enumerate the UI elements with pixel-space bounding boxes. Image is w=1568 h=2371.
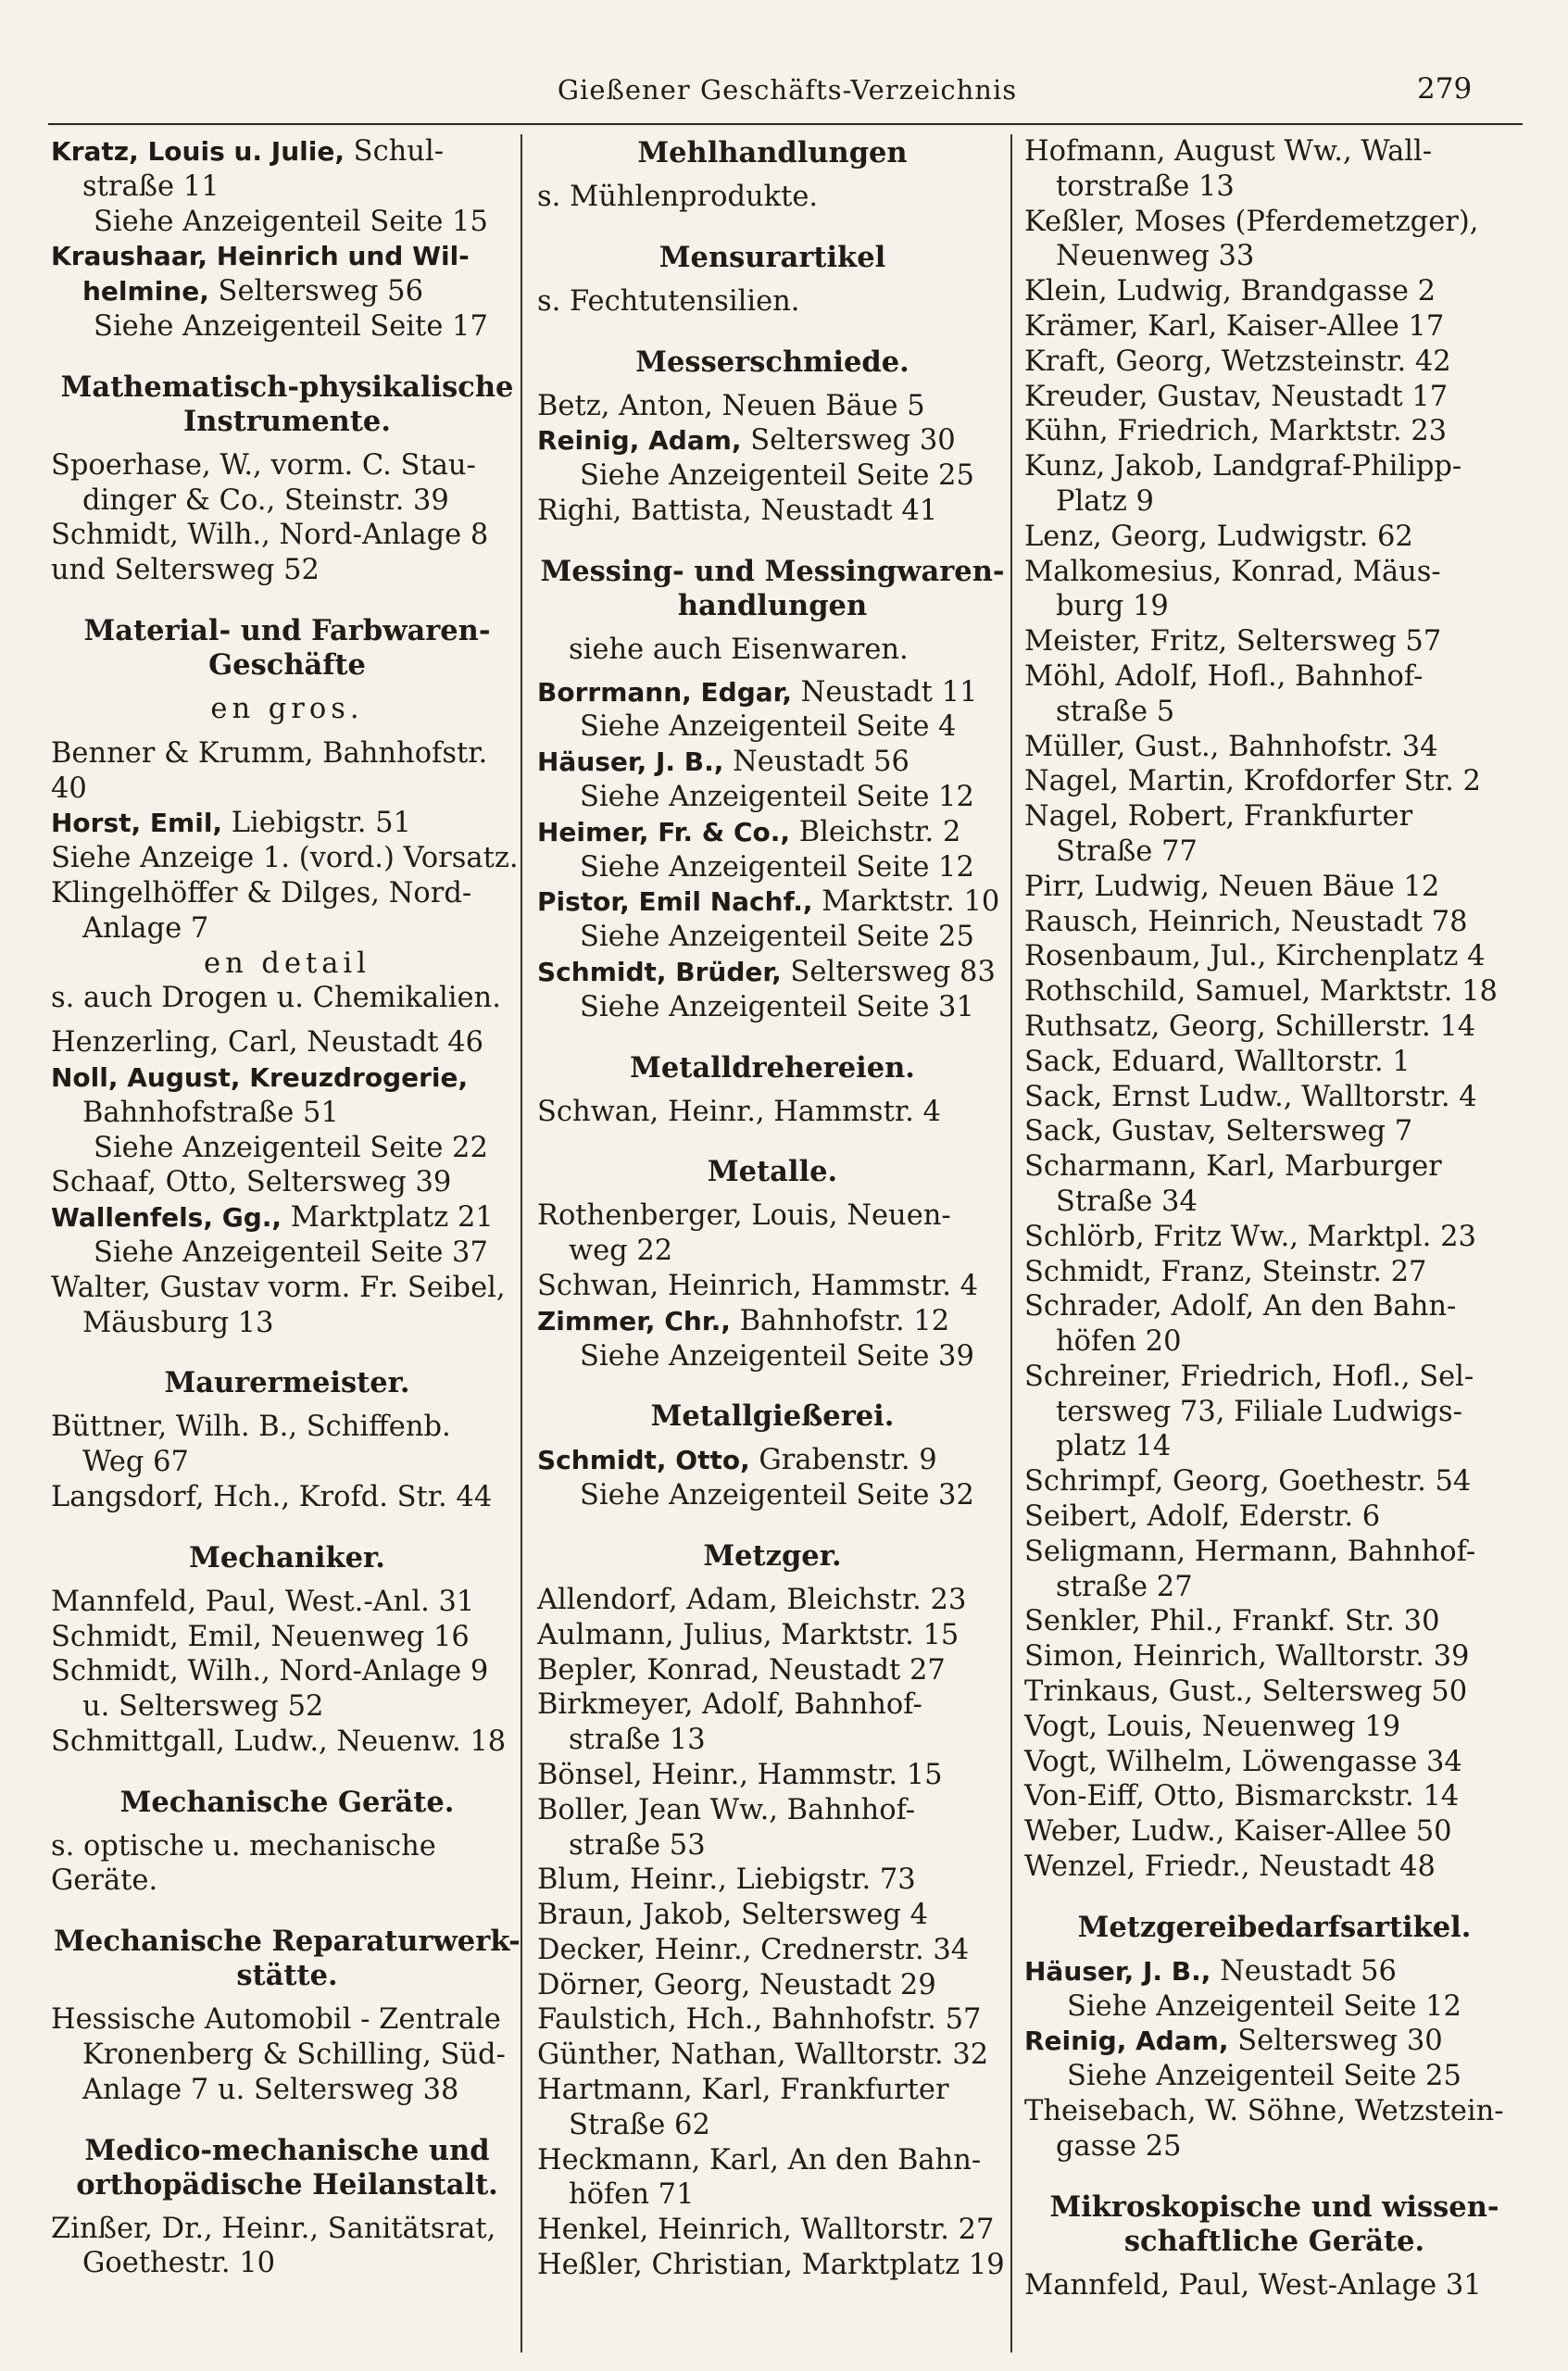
cross-reference: s. optische u. mechanische Geräte.	[51, 1829, 436, 1898]
list-item: Meister, Fritz, Seltersweg 57	[1024, 625, 1442, 659]
list-item: Kraft, Georg, Wetzsteinstr. 42	[1024, 345, 1451, 378]
list-item: Vogt, Louis, Neuenweg 19	[1024, 1710, 1401, 1743]
list-item: Vogt, Wilhelm, Löwengasse 34	[1024, 1745, 1462, 1778]
list-item: Müller, Gust., Bahnhofstr. 34	[1024, 730, 1438, 763]
list-item: Bepler, Konrad, Neustadt 27	[537, 1653, 946, 1687]
list-item: Hessische Automobil - Zentrale Kronenberg & Schilling, Süd- Anlage 7 u. Seltersweg 38	[51, 2003, 506, 2106]
cross-reference: s. Mühlenprodukte.	[537, 181, 819, 213]
list-item: Zimmer, Chr., Bahnhofstr. 12 Siehe Anzeigenteil Seite 39	[537, 1304, 974, 1373]
list-item: Schwan, Heinrich, Hammstr. 4	[537, 1269, 978, 1302]
list-item: Günther, Nathan, Walltorstr. 32	[537, 2039, 989, 2072]
section-heading: Mensurartikel	[659, 240, 886, 274]
list-item: Zinßer, Dr., Heinr., Sanitätsrat, Goethestr. 10	[51, 2212, 496, 2280]
list-item: Faulstich, Hch., Bahnhofstr. 57	[537, 2003, 982, 2037]
list-item: Seligmann, Hermann, Bahnhof- straße 27	[1024, 1535, 1476, 1603]
list-item: Seibert, Adolf, Ederstr. 6	[1024, 1500, 1381, 1534]
list-item: Schlörb, Fritz Ww., Marktpl. 23	[1024, 1220, 1476, 1253]
list-item: Schreiner, Friedrich, Hofl., Sel- tersweg 73, Filiale Ludwigs- platz 14	[1024, 1360, 1474, 1463]
list-item: Henzerling, Carl, Neustadt 46	[51, 1026, 484, 1060]
list-item: Ruthsatz, Georg, Schillerstr. 14	[1024, 1010, 1476, 1043]
list-item: Möhl, Adolf, Hofl., Bahnhof- straße 5	[1024, 659, 1424, 728]
list-item: Weber, Ludw., Kaiser-Allee 50	[1024, 1815, 1452, 1849]
list-item: Hofmann, August Ww., Wall- torstraße 13	[1024, 135, 1433, 203]
section-heading: Messing- und Messingwaren-handlungen	[540, 554, 1005, 622]
section-heading: Mechanische Geräte.	[119, 1785, 455, 1819]
list-item: Reinig, Adam, Seltersweg 30 Siehe Anzeigenteil Seite 25	[1024, 2025, 1461, 2093]
column-left	[51, 134, 523, 2352]
list-item: Righi, Battista, Neustadt 41	[537, 494, 938, 527]
section-heading: Mikroskopische und wissen-schaftliche Geräte.	[1049, 2189, 1499, 2258]
section-heading: Mehlhandlungen	[637, 136, 908, 169]
list-item: Dörner, Georg, Neustadt 29	[537, 1968, 936, 2001]
list-item: Schrimpf, Georg, Goethestr. 54	[1024, 1465, 1472, 1499]
list-item: Simon, Heinrich, Walltorstr. 39	[1024, 1640, 1470, 1674]
list-item: Kühn, Friedrich, Marktstr. 23	[1024, 415, 1448, 448]
list-item: Von-Eiff, Otto, Bismarckstr. 14	[1024, 1780, 1460, 1813]
list-item: Theisebach, W. Söhne, Wetzstein- gasse 25	[1024, 2095, 1504, 2163]
list-item: Keßler, Moses (Pferdemetzger), Neuenweg 33	[1024, 205, 1479, 273]
list-item: Decker, Heinr., Crednerstr. 34	[537, 1933, 970, 1966]
column-right	[1024, 134, 1524, 2352]
list-item: Rothenberger, Louis, Neuen- weg 22	[537, 1199, 951, 1268]
list-item: Rosenbaum, Jul., Kirchenplatz 4	[1024, 940, 1486, 973]
cross-reference: siehe auch Eisenwaren.	[569, 633, 909, 666]
header-rule	[48, 123, 1523, 125]
list-item: Rausch, Heinrich, Neustadt 78	[1024, 905, 1468, 938]
list-item: Klein, Ludwig, Brandgasse 2	[1024, 275, 1436, 308]
list-item: Betz, Anton, Neuen Bäue 5	[537, 389, 925, 422]
list-item: Wallenfels, Gg., Marktplatz 21 Siehe Anzeigenteil Seite 37	[51, 1201, 494, 1269]
list-item: Schmidt, Wilh., Nord-Anlage 8 und Seltersweg 52	[51, 519, 489, 587]
section-heading: Maurermeister.	[164, 1366, 410, 1400]
list-item: Mannfeld, Paul, West-Anlage 31	[1024, 2268, 1482, 2302]
list-item: Pirr, Ludwig, Neuen Bäue 12	[1024, 870, 1440, 903]
list-item: Kunz, Jakob, Landgraf-Philipp- Platz 9	[1024, 450, 1462, 518]
list-item: Reinig, Adam, Seltersweg 30 Siehe Anzeigenteil Seite 25	[537, 424, 974, 493]
list-item: Rothschild, Samuel, Marktstr. 18	[1024, 975, 1498, 1009]
list-item: Trinkaus, Gust., Seltersweg 50	[1024, 1675, 1468, 1709]
section-heading: Metzger.	[703, 1538, 842, 1573]
section-heading: Metzgereibedarfsartikel.	[1077, 1910, 1472, 1944]
list-item: Henkel, Heinrich, Walltorstr. 27	[537, 2214, 995, 2247]
list-item: Heßler, Christian, Marktplatz 19	[537, 2249, 1005, 2282]
section-heading: Material- und Farbwaren-Geschäfte	[83, 613, 491, 682]
list-item: Langsdorf, Hch., Krofd. Str. 44	[51, 1480, 493, 1513]
running-title: Gießener Geschäfts-Verzeichnis	[557, 74, 1018, 106]
page-number: 279	[1417, 72, 1473, 106]
list-item: Blum, Heinr., Liebigstr. 73	[537, 1863, 916, 1897]
section-heading: Mechaniker.	[189, 1540, 385, 1574]
list-item: Nagel, Robert, Frankfurter Straße 77	[1024, 800, 1413, 868]
list-item: Klingelhöffer & Dilges, Nord- Anlage 7	[51, 876, 472, 945]
list-item: Spoerhase, W., vorm. C. Stau- dinger & Co., Steinstr. 39	[51, 448, 476, 517]
list-item: Heimer, Fr. & Co., Bleichstr. 2 Siehe Anzeigenteil Seite 12	[537, 815, 974, 884]
list-item: Kreuder, Gustav, Neustadt 17	[1024, 380, 1449, 413]
section-heading: Mechanische Reparaturwerk-stätte.	[54, 1925, 521, 1993]
list-item: Aulmann, Julius, Marktstr. 15	[537, 1618, 960, 1651]
list-item: Schmidt, Brüder, Seltersweg 83 Siehe Anzeigenteil Seite 31	[537, 955, 996, 1023]
list-item: Mannfeld, Paul, West.-Anl. 31	[51, 1585, 475, 1618]
cross-reference: s. Fechtutensilien.	[537, 284, 800, 318]
list-item: Walter, Gustav vorm. Fr. Seibel, Mäusburg 13	[51, 1271, 506, 1339]
subheading: en gros.	[210, 692, 364, 725]
list-item: Lenz, Georg, Ludwigstr. 62	[1024, 520, 1413, 553]
list-item: Braun, Jakob, Seltersweg 4	[537, 1899, 929, 1932]
list-item: Sack, Eduard, Walltorstr. 1	[1024, 1045, 1411, 1078]
section-heading: Medico-mechanische und orthopädische Heilanstalt.	[76, 2133, 498, 2202]
list-item: Hartmann, Karl, Frankfurter Straße 62	[537, 2074, 949, 2141]
list-item: Wenzel, Friedr., Neustadt 48	[1024, 1850, 1436, 1884]
list-item: Sack, Gustav, Seltersweg 7	[1024, 1115, 1413, 1148]
list-item: Kratz, Louis u. Julie, Schul- straße 11 Siehe Anzeigenteil Seite 15	[51, 135, 488, 238]
list-item: Noll, August, Kreuzdrogerie, Bahnhofstraße 51 Siehe Anzeigenteil Seite 22	[51, 1061, 488, 1164]
section-heading: Messerschmiede.	[635, 345, 909, 379]
list-item: Schmidt, Emil, Neuenweg 16	[51, 1620, 470, 1653]
list-item: Schmidt, Franz, Steinstr. 27	[1024, 1255, 1427, 1288]
section-heading: Mathematisch-physikalische Instrumente.	[60, 370, 514, 438]
list-item: Schaaf, Otto, Seltersweg 39	[51, 1166, 452, 1199]
list-item: Pistor, Emil Nachf., Marktstr. 10 Siehe Anzeigenteil Seite 25	[537, 885, 1000, 954]
list-item: Schmidt, Otto, Grabenstr. 9 Siehe Anzeigenteil Seite 32	[537, 1444, 974, 1512]
list-item: Allendorf, Adam, Bleichstr. 23	[537, 1583, 967, 1616]
list-item: Bönsel, Heinr., Hammstr. 15	[537, 1758, 943, 1791]
list-item: Scharmann, Karl, Marburger Straße 34	[1024, 1150, 1442, 1218]
section-heading: Metalle.	[707, 1155, 838, 1189]
section-heading: Metallgießerei.	[650, 1399, 895, 1434]
list-item: Malkomesius, Konrad, Mäus- burg 19	[1024, 555, 1441, 623]
list-item: Schwan, Heinr., Hammstr. 4	[537, 1095, 941, 1128]
section-heading: Metalldrehereien.	[630, 1050, 915, 1085]
cross-reference: s. auch Drogen u. Chemikalien.	[51, 982, 501, 1015]
list-item: Kraushaar, Heinrich und Wil- helmine, Seltersweg 56 Siehe Anzeigenteil Seite 17	[51, 241, 488, 343]
list-item: Boller, Jean Ww., Bahnhof- straße 53	[537, 1793, 916, 1862]
list-item: Horst, Emil, Liebigstr. 51 Siehe Anzeige 1. (vord.) Vorsatz.	[51, 807, 519, 875]
list-item: Schmittgall, Ludw., Neuenw. 18	[51, 1725, 507, 1758]
list-item: Schmidt, Wilh., Nord-Anlage 9 u. Seltersweg 52	[51, 1655, 489, 1724]
list-item: Borrmann, Edgar, Neustadt 11 Siehe Anzeigenteil Seite 4	[537, 675, 978, 744]
list-item: Büttner, Wilh. B., Schiffenb. Weg 67	[51, 1411, 451, 1479]
list-item: Senkler, Phil., Frankf. Str. 30	[1024, 1605, 1440, 1638]
list-item: Häuser, J. B., Neustadt 56 Siehe Anzeigenteil Seite 12	[537, 746, 974, 813]
list-item: Nagel, Martin, Krofdorfer Str. 2	[1024, 765, 1481, 798]
column-divider	[1010, 134, 1012, 2352]
list-item: Birkmeyer, Adolf, Bahnhof- straße 13	[537, 1688, 922, 1757]
list-item: Benner & Krumm, Bahnhofstr. 40	[51, 736, 488, 805]
subheading: en detail	[204, 947, 370, 980]
list-item: Schrader, Adolf, An den Bahn- höfen 20	[1024, 1290, 1457, 1359]
list-item: Sack, Ernst Ludw., Walltorstr. 4	[1024, 1080, 1477, 1113]
list-item: Heckmann, Karl, An den Bahn- höfen 71	[537, 2143, 982, 2212]
column-middle	[537, 134, 1008, 2352]
list-item: Häuser, J. B., Neustadt 56 Siehe Anzeigenteil Seite 12	[1024, 1954, 1461, 2023]
list-item: Krämer, Karl, Kaiser-Allee 17	[1024, 309, 1445, 343]
